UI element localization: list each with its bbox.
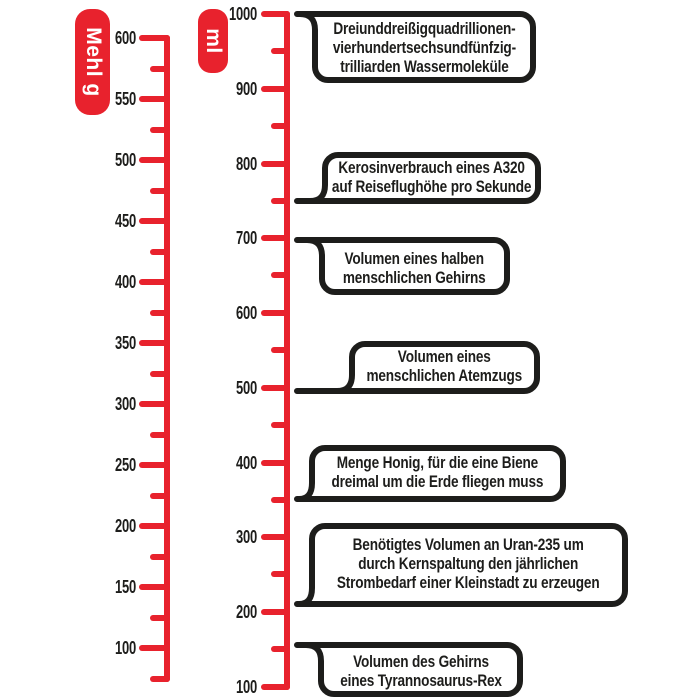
callout-line: dreimal um die Erde fliegen muss [331, 472, 544, 491]
flour-major-tick-100 [139, 645, 170, 651]
ml-major-tick-1000 [261, 11, 290, 17]
flour-minor-tick [150, 615, 170, 621]
flour-major-tick-400 [139, 279, 170, 285]
ml-minor-tick [271, 422, 290, 428]
flour-tick-label-550: 550 [115, 89, 136, 109]
flour-minor-tick [150, 676, 170, 682]
ml-major-tick-700 [261, 235, 290, 241]
callout-line: Volumen eines [398, 347, 491, 366]
flour-tick-label-200: 200 [115, 516, 136, 536]
callout-line: menschlichen Gehirns [343, 267, 486, 287]
ml-minor-tick [271, 497, 290, 503]
callout-line: Volumen eines halben [344, 248, 485, 268]
flour-major-tick-250 [139, 462, 170, 468]
flour-minor-tick [150, 127, 170, 133]
ml-major-tick-300 [261, 534, 290, 540]
flour-major-tick-550 [139, 96, 170, 102]
flour-major-tick-600 [139, 35, 170, 41]
ml-major-tick-500 [261, 385, 290, 391]
flour-minor-tick [150, 493, 170, 499]
flour-tick-label-250: 250 [115, 455, 136, 475]
ml-minor-tick [271, 646, 290, 652]
flour-minor-tick [150, 66, 170, 72]
callout-line: Volumen des Gehirns [352, 652, 489, 671]
flour-tick-label-500: 500 [115, 150, 136, 170]
ml-unit-label: ml [202, 28, 225, 54]
flour-tick-label-400: 400 [115, 272, 136, 292]
flour-major-tick-350 [139, 340, 170, 346]
flour-tick-label-600: 600 [115, 28, 136, 48]
ml-tick-label-700: 700 [236, 228, 257, 248]
ml-major-tick-800 [261, 161, 290, 167]
ml-tick-label-1000: 1000 [229, 4, 257, 24]
ml-major-tick-100 [261, 684, 290, 690]
flour-tick-label-450: 450 [115, 211, 136, 231]
ml-minor-tick [271, 347, 290, 353]
callout-line: Kerosinverbrauch eines A320 [338, 157, 525, 177]
callout-line: vierhundertsechsundfünfzig- [332, 37, 516, 57]
callout-line: eines Tyrannosaurus-Rex [339, 671, 502, 690]
flour-tick-label-150: 150 [115, 577, 136, 597]
ml-tick-label-800: 800 [236, 154, 257, 174]
ml-major-tick-600 [261, 310, 290, 316]
ml-minor-tick [271, 198, 290, 204]
callout-line: Menge Honig, für die eine Biene [336, 453, 539, 472]
flour-minor-tick [150, 371, 170, 377]
flour-minor-tick [150, 554, 170, 560]
flour-tick-label-300: 300 [115, 394, 136, 414]
flour-minor-tick [150, 249, 170, 255]
callout-line: Dreiunddreißigquadrillionen- [332, 18, 516, 38]
flour-major-tick-300 [139, 401, 170, 407]
callout-line: Benötigtes Volumen an Uran-235 um [353, 535, 585, 554]
flour-major-tick-150 [139, 584, 170, 590]
ml-major-tick-900 [261, 86, 290, 92]
ml-major-tick-400 [261, 460, 290, 466]
callout-line: trilliarden Wassermoleküle [339, 56, 509, 76]
ml-major-tick-200 [261, 609, 290, 615]
ml-tick-label-300: 300 [236, 527, 257, 547]
flour-minor-tick [150, 432, 170, 438]
flour-tick-label-350: 350 [115, 333, 136, 353]
ml-tick-label-900: 900 [236, 79, 257, 99]
callout-line: durch Kernspaltung den jährlichen [358, 554, 579, 573]
callout-line: auf Reiseflughöhe pro Sekunde [331, 176, 532, 196]
flour-minor-tick [150, 188, 170, 194]
ml-minor-tick [271, 272, 290, 278]
ml-tick-label-600: 600 [236, 303, 257, 323]
flour-minor-tick [150, 310, 170, 316]
callout-line: Strombedarf einer Kleinstadt zu erzeugen [337, 573, 600, 592]
flour-major-tick-200 [139, 523, 170, 529]
ml-minor-tick [271, 571, 290, 577]
callout-line: menschlichen Atemzugs [366, 366, 523, 385]
flour-tick-label-100: 100 [115, 638, 136, 658]
ml-tick-label-400: 400 [236, 453, 257, 473]
flour-major-tick-450 [139, 218, 170, 224]
flour-major-tick-500 [139, 157, 170, 163]
ml-minor-tick [271, 48, 290, 54]
ml-tick-label-100: 100 [236, 677, 257, 697]
ml-tick-label-500: 500 [236, 378, 257, 398]
ml-minor-tick [271, 123, 290, 129]
flour-unit-label: Mehl g [81, 27, 105, 97]
ml-tick-label-200: 200 [236, 602, 257, 622]
